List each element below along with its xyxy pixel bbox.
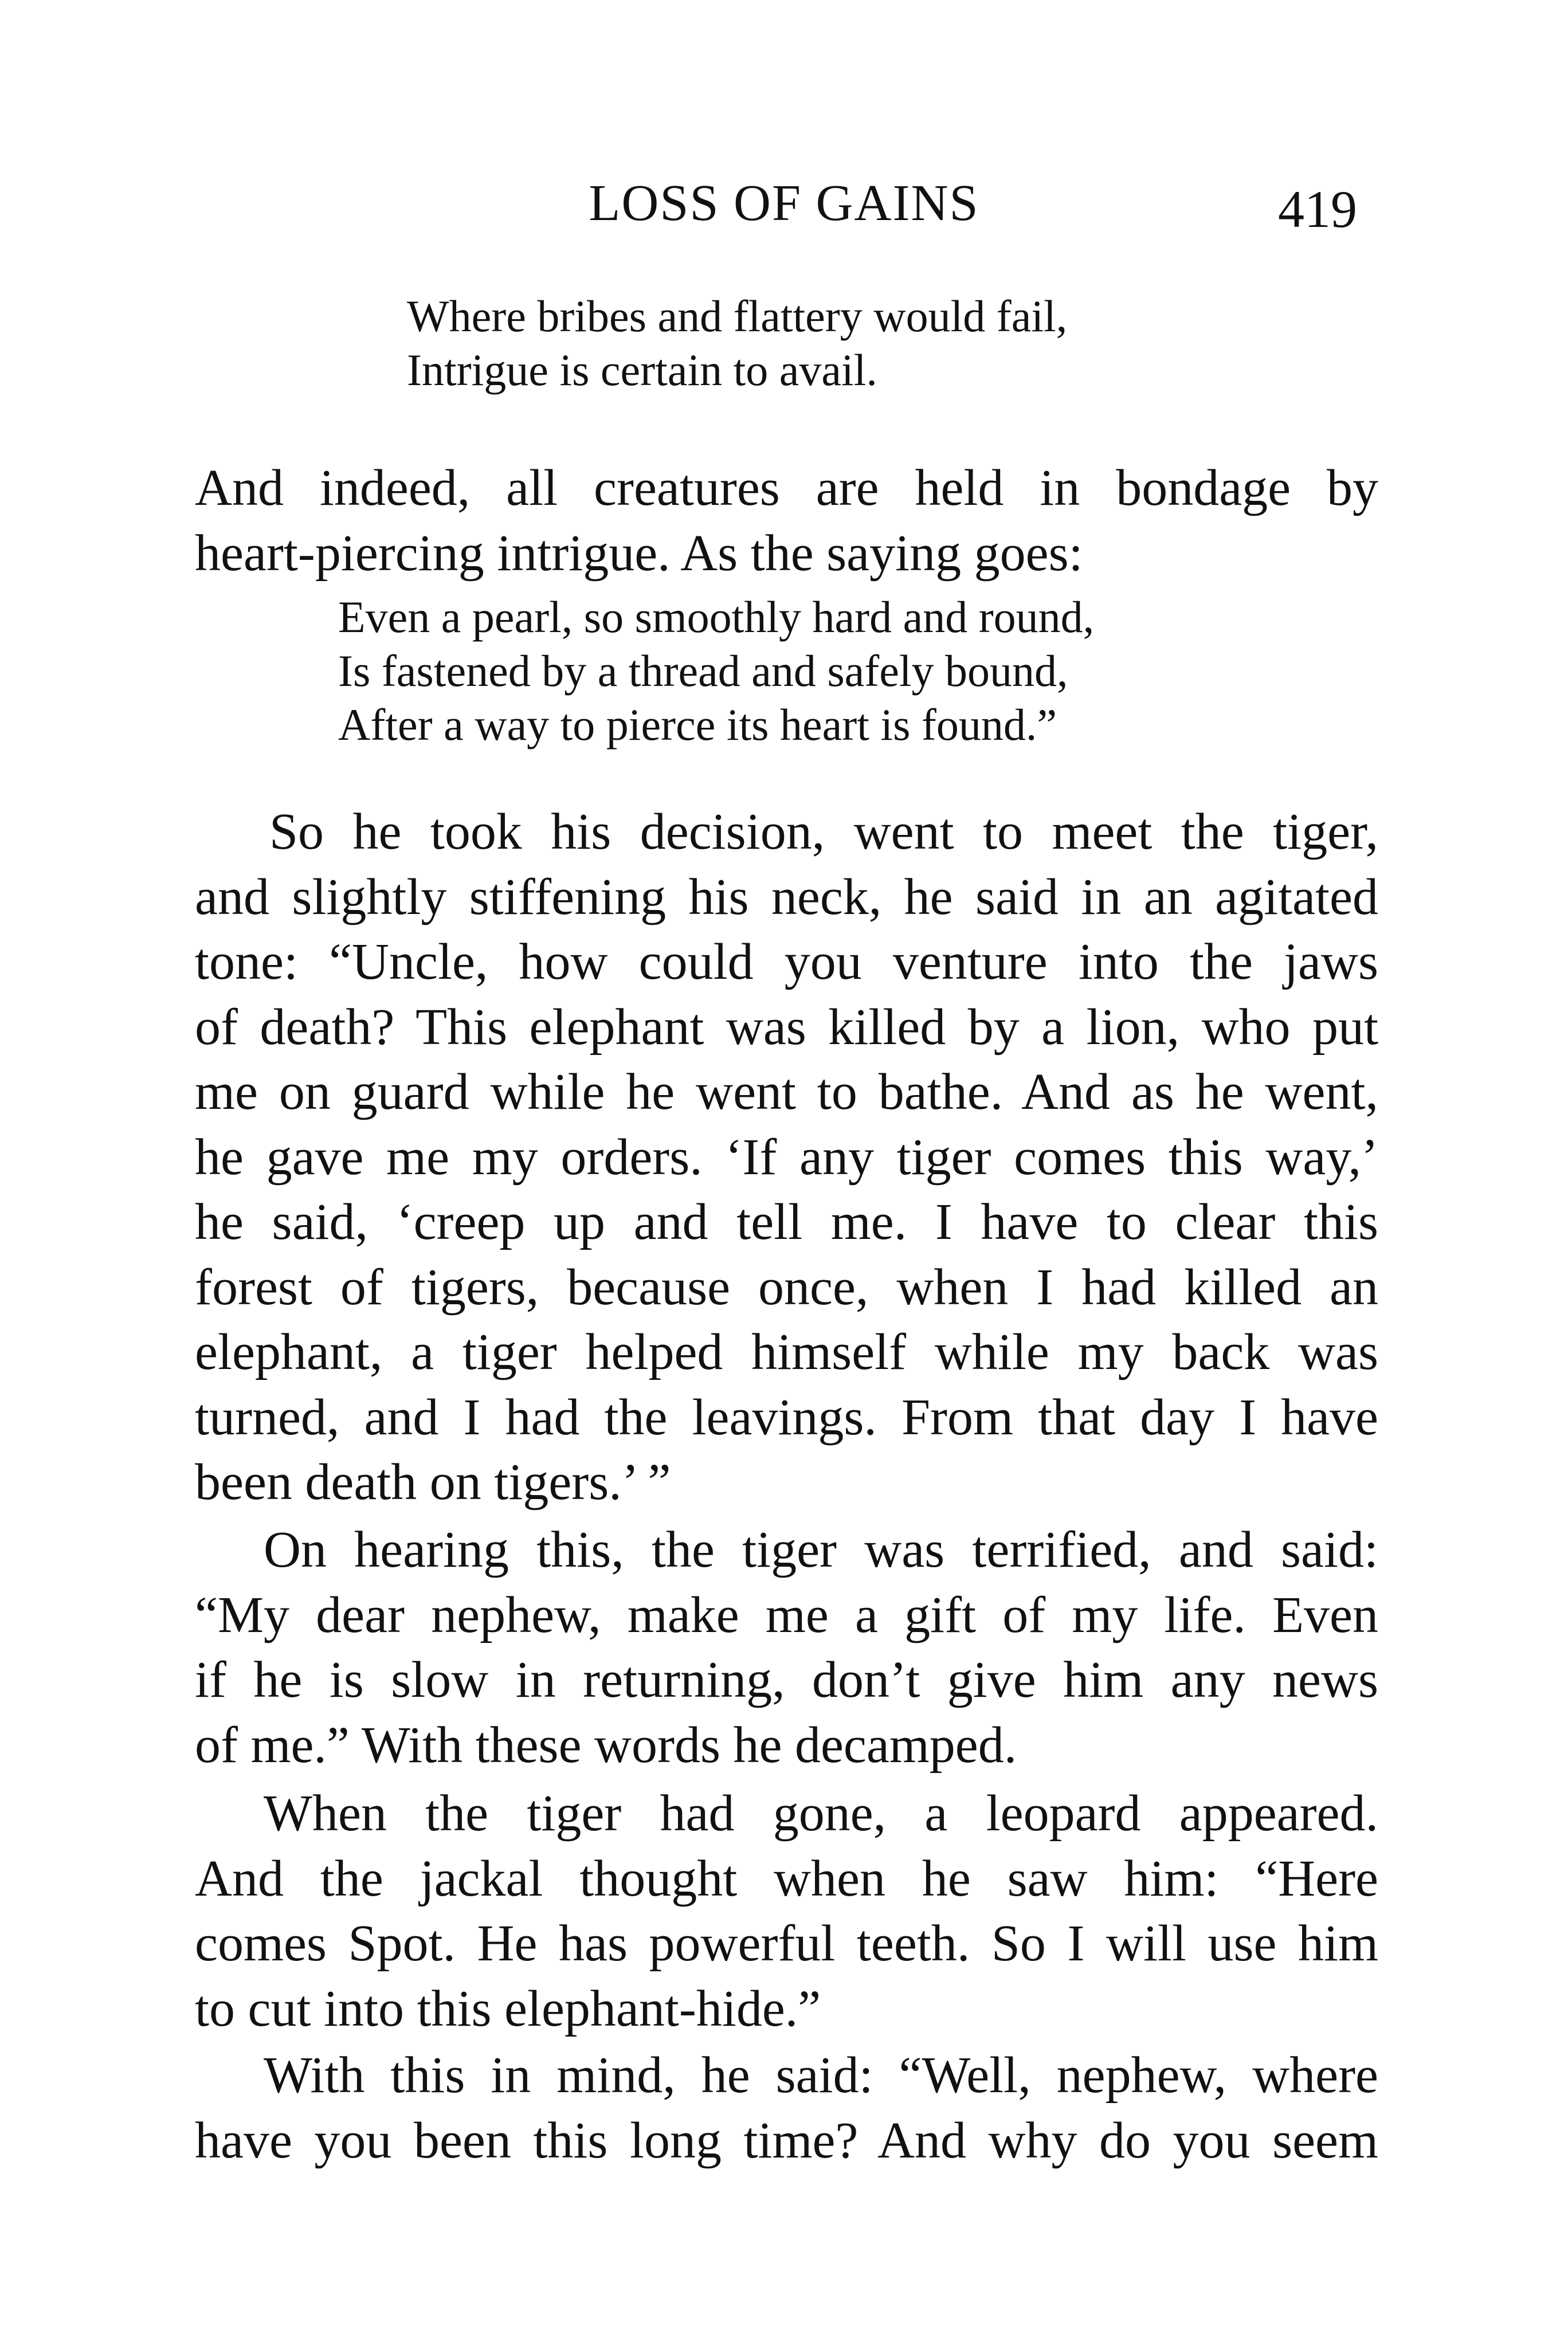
text-line: comes Spot. He has powerful teeth. So I will use him — [195, 1915, 1378, 1972]
verse-line: Is fastened by a thread and safely bound, — [338, 646, 1068, 696]
text-line: been death on tigers.’ ” — [195, 1454, 671, 1511]
verse-line: Where bribes and flattery would fail, — [407, 291, 1068, 341]
text-line: With this in mind, he said: “Well, nephew, where — [264, 2047, 1378, 2104]
verse-block — [338, 590, 1094, 752]
verse-line: Intrigue is certain to avail. — [407, 345, 877, 395]
text-line: of death? This elephant was killed by a lion, who put — [195, 998, 1378, 1056]
text-line: And indeed, all creatures are held in bondage by — [195, 460, 1378, 516]
text-line: forest of tigers, because once, when I had killed an — [195, 1258, 1378, 1316]
text-line: When the tiger had gone, a leopard appeared. — [264, 1785, 1378, 1842]
verse-line: Even a pearl, so smoothly hard and round, — [338, 592, 1095, 642]
text-line: of me.” With these words he decamped. — [195, 1716, 1017, 1774]
paragraph — [195, 456, 1378, 586]
text-line: On hearing this, the tiger was terrified, and said: — [264, 1521, 1378, 1578]
paragraph — [195, 799, 1378, 1515]
running-title: LOSS OF GAINS — [589, 175, 979, 232]
paragraph — [195, 2043, 1378, 2173]
verse-line: After a way to pierce its heart is found.” — [338, 700, 1057, 750]
text-line: he gave me my orders. ‘If any tiger comes this way,’ — [195, 1128, 1378, 1186]
text-line: tone: “Uncle, how could you venture into the jaws — [195, 933, 1378, 990]
text-line: he said, ‘creep up and tell me. I have to clear this — [195, 1194, 1378, 1250]
paragraph — [195, 1517, 1378, 1778]
text-line: turned, and I had the leavings. From that day I have — [195, 1388, 1378, 1446]
text-line: heart-piercing intrigue. As the saying goes: — [195, 524, 1083, 582]
text-line: have you been this long time? And why do you seem — [195, 2112, 1378, 2169]
paragraph — [195, 1781, 1378, 2041]
text-line: me on guard while he went to bathe. And as he went, — [195, 1064, 1378, 1120]
page-number: 419 — [1278, 180, 1357, 238]
text-line: elephant, a tiger helped himself while my back was — [195, 1324, 1378, 1380]
text-line: So he took his decision, went to meet the tiger, — [269, 803, 1378, 860]
running-head — [0, 172, 1568, 238]
text-line: And the jackal thought when he saw him: “Here — [195, 1850, 1378, 1907]
text-line: and slightly stiffening his neck, he said in an agitated — [195, 868, 1378, 925]
text-line: if he is slow in returning, don’t give him any news — [195, 1651, 1378, 1708]
text-line: “My dear nephew, make me a gift of my life. Even — [195, 1586, 1378, 1643]
text-line: to cut into this elephant-hide.” — [195, 1980, 821, 2037]
verse-block — [407, 289, 1067, 397]
